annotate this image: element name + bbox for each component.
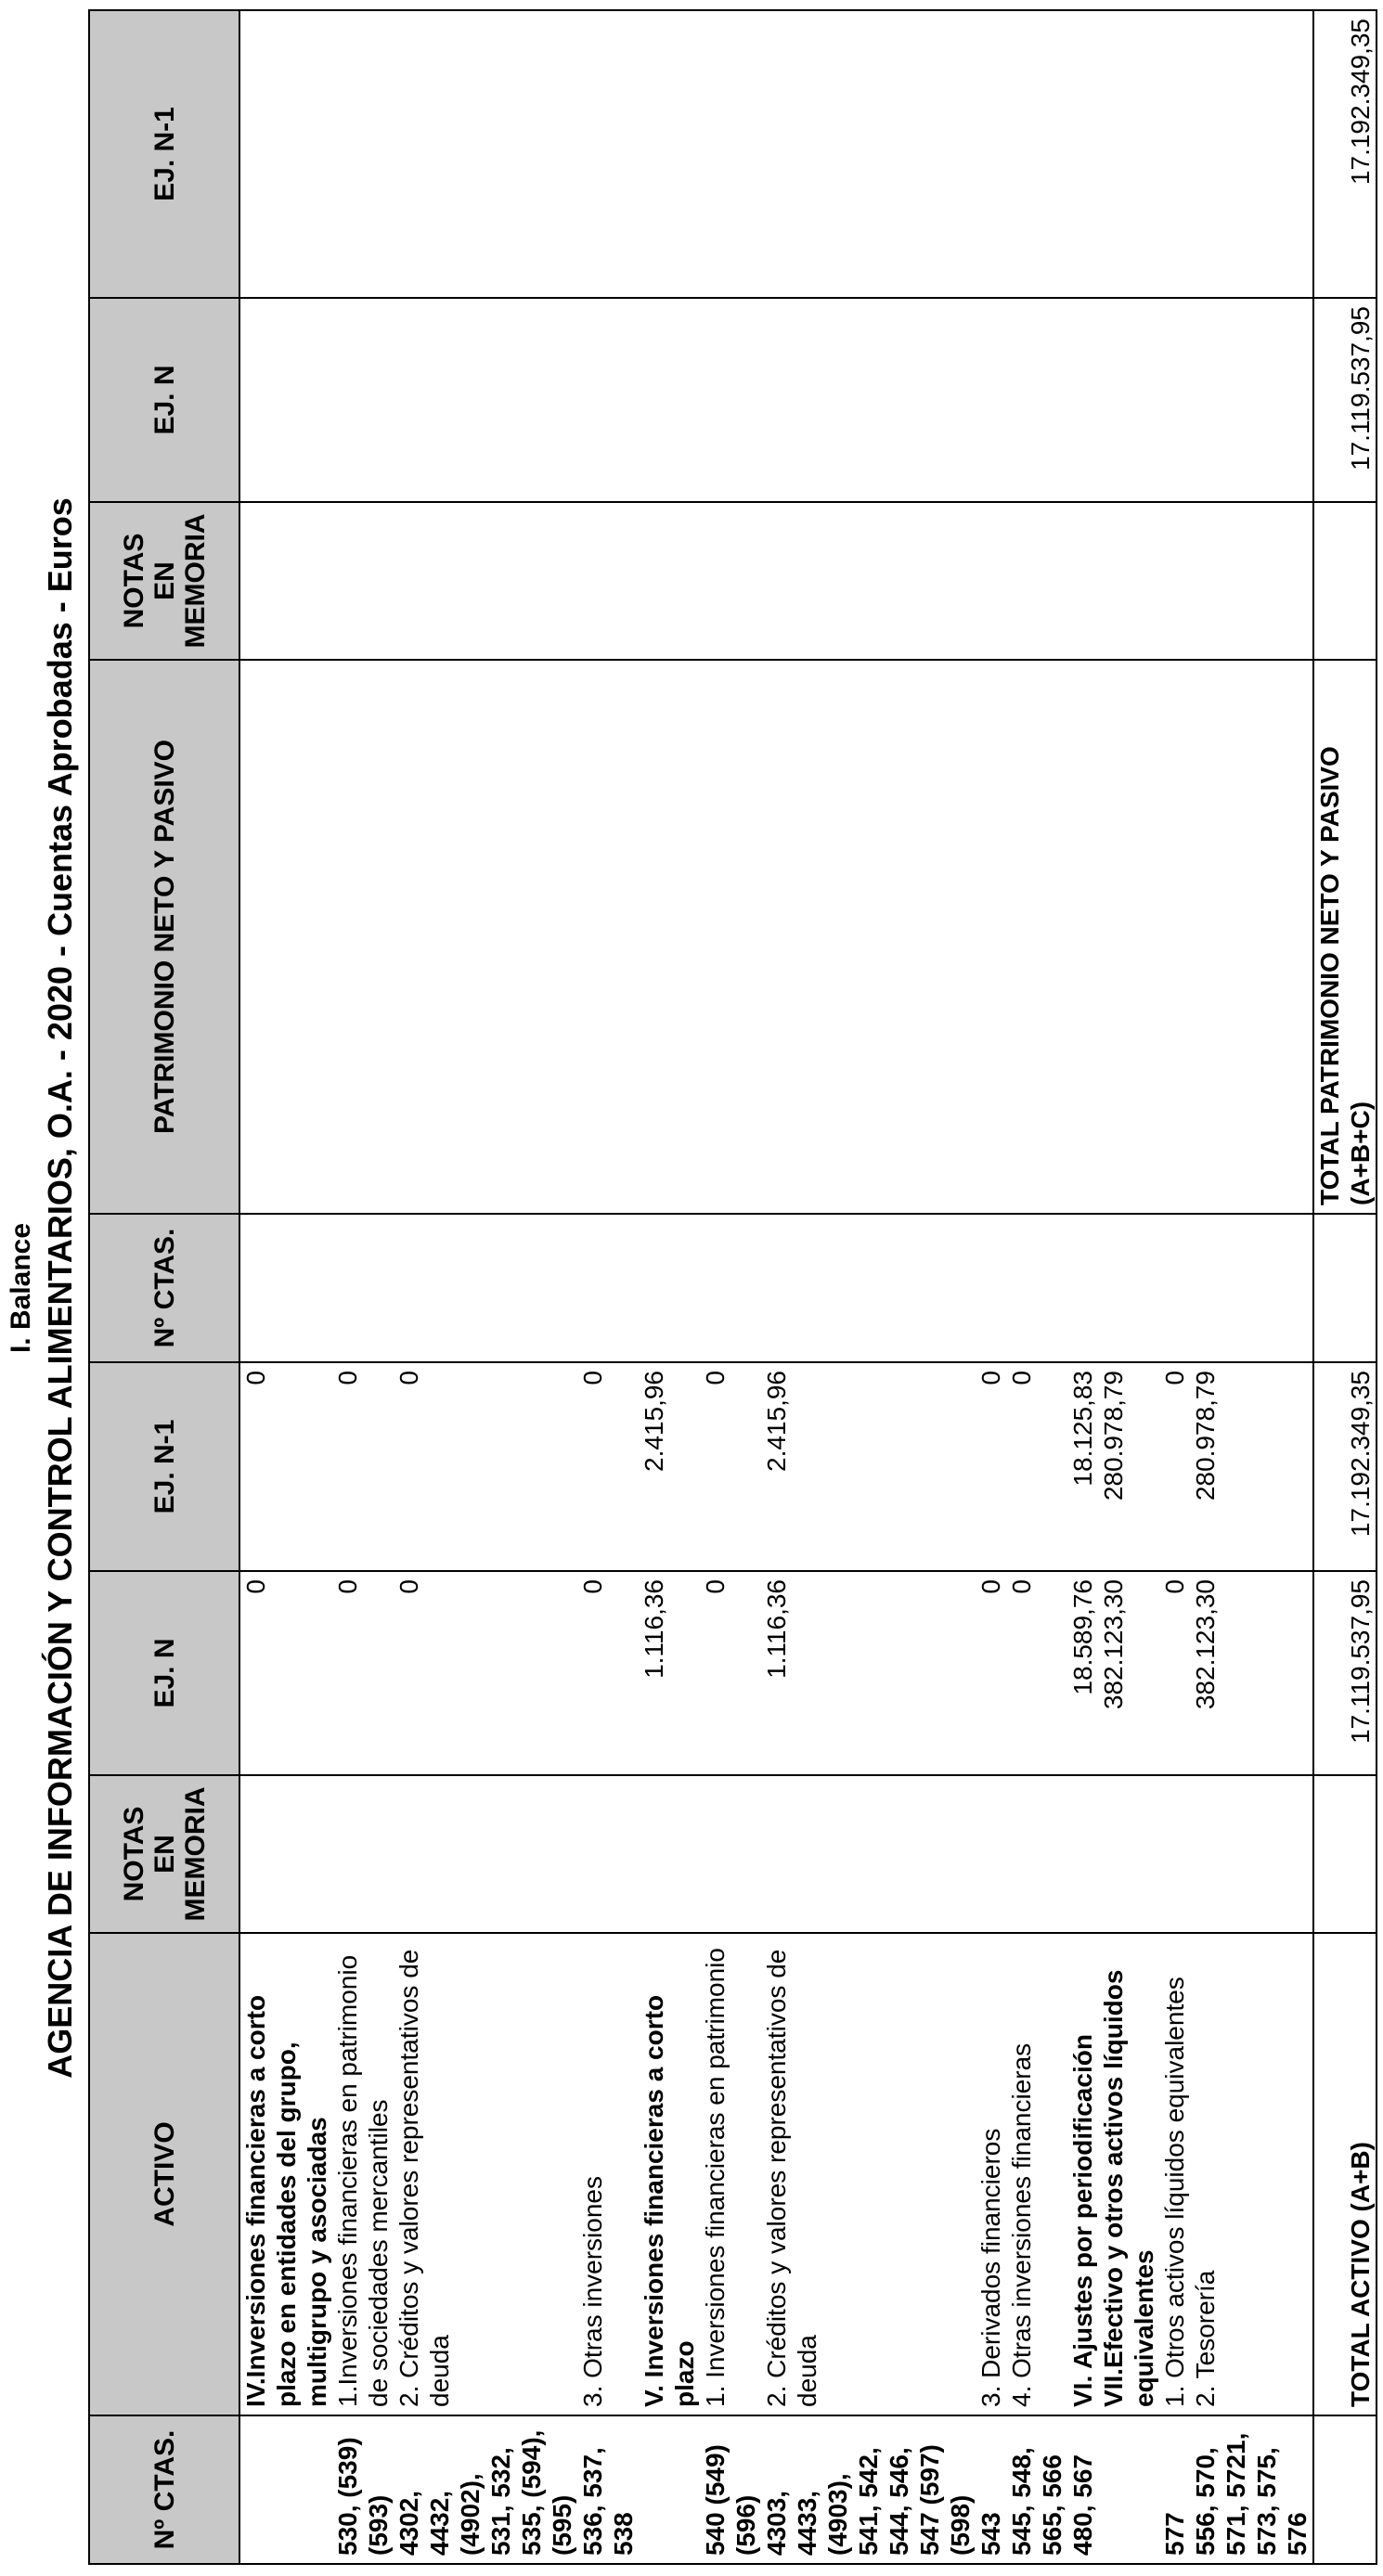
row-ctas-2 — [394, 1214, 577, 1362]
col-notas-2: NOTAS EN MEMORIA — [89, 502, 239, 660]
row-ctas-2 — [332, 1214, 394, 1362]
row-ejn1: 280.978,79 — [1190, 1362, 1312, 1571]
row-label: IV.Inversiones financieras a corto plazo en entidades del grupo, multigrupo y asociadas — [239, 1933, 332, 2415]
balance-table — [88, 9, 1377, 2565]
row-ejn-2 — [577, 298, 639, 502]
row-ejn: 0 — [577, 1571, 639, 1775]
row-pasivo — [332, 660, 394, 1214]
row-ejn-2 — [639, 298, 700, 502]
table-row — [394, 10, 577, 2564]
row-ejn1-2 — [239, 10, 332, 298]
row-notas-2 — [1067, 502, 1098, 660]
row-ctas-2 — [1067, 1214, 1098, 1362]
table-row — [1098, 10, 1159, 2564]
row-notas — [976, 1775, 1006, 1933]
total-pasivo-ejn1: 17.192.349,35 — [1313, 10, 1377, 298]
row-notas-2 — [976, 502, 1006, 660]
row-label: 1. Inversiones financieras en patrimonio — [700, 1933, 761, 2415]
row-ejn1-2 — [1190, 10, 1312, 298]
row-ejn1-2 — [1006, 10, 1067, 298]
row-ctas-2 — [1098, 1214, 1159, 1362]
row-notas-2 — [239, 502, 332, 660]
table-row — [700, 10, 761, 2564]
row-label: V. Inversiones financieras a corto plazo — [639, 1933, 700, 2415]
row-notas — [761, 1775, 976, 1933]
row-ejn1-2 — [700, 10, 761, 298]
row-notas-2 — [332, 502, 394, 660]
row-ejn: 0 — [1006, 1571, 1067, 1775]
row-label: 2. Créditos y valores representativos de deuda — [761, 1933, 976, 2415]
row-ejn: 0 — [332, 1571, 394, 1775]
row-ctas-2 — [577, 1214, 639, 1362]
row-ejn-2 — [1098, 298, 1159, 502]
table-row — [1190, 10, 1312, 2564]
row-ejn: 382.123,30 — [1190, 1571, 1312, 1775]
total-activo-ejn1: 17.192.349,35 — [1313, 1362, 1377, 1571]
table-row — [239, 10, 332, 2564]
row-notas-2 — [1006, 502, 1067, 660]
col-ejn: EJ. N — [89, 1571, 239, 1775]
row-label: 3. Derivados financieros — [976, 1933, 1006, 2415]
row-ejn1: 0 — [1159, 1362, 1190, 1571]
row-ejn1-2 — [577, 10, 639, 298]
row-ejn: 0 — [394, 1571, 577, 1775]
row-ctas: 540 (549) (596) — [700, 2415, 761, 2564]
row-label: VI. Ajustes por periodificación — [1067, 1933, 1098, 2415]
row-notas — [577, 1775, 639, 1933]
row-ejn-2 — [1067, 298, 1098, 502]
row-ejn1-2 — [1067, 10, 1098, 298]
row-ejn-2 — [976, 298, 1006, 502]
row-ctas-2 — [761, 1214, 976, 1362]
row-ejn: 382.123,30 — [1098, 1571, 1159, 1775]
total-pasivo-label: TOTAL PATRIMONIO NETO Y PASIVO (A+B+C) — [1313, 660, 1377, 1214]
row-label: 3. Otras inversiones — [577, 1933, 639, 2415]
row-ejn1: 0 — [577, 1362, 639, 1571]
section-heading: I. Balance — [6, 1222, 36, 1354]
row-pasivo — [394, 660, 577, 1214]
row-ejn1: 18.125,83 — [1067, 1362, 1098, 1571]
row-notas-2 — [1159, 502, 1190, 660]
row-ejn1: 0 — [1006, 1362, 1067, 1571]
row-ejn: 0 — [1159, 1571, 1190, 1775]
row-ctas: 536, 537, 538 — [577, 2415, 639, 2564]
row-ejn1: 0 — [239, 1362, 332, 1571]
row-ctas — [1098, 2415, 1159, 2564]
row-notas — [394, 1775, 577, 1933]
row-notas-2 — [761, 502, 976, 660]
row-notas — [332, 1775, 394, 1933]
row-notas-2 — [394, 502, 577, 660]
row-ctas-2 — [1159, 1214, 1190, 1362]
row-ejn-2 — [1159, 298, 1190, 502]
row-ejn1: 0 — [394, 1362, 577, 1571]
row-notas-2 — [1190, 502, 1312, 660]
header-row — [89, 10, 239, 2564]
row-notas — [239, 1775, 332, 1933]
row-ejn: 0 — [700, 1571, 761, 1775]
row-notas — [1006, 1775, 1067, 1933]
col-ejn-2: EJ. N — [89, 298, 239, 502]
row-ctas-2 — [700, 1214, 761, 1362]
row-pasivo — [1098, 660, 1159, 1214]
row-ctas — [639, 2415, 700, 2564]
row-notas — [1159, 1775, 1190, 1933]
row-ejn1-2 — [394, 10, 577, 298]
row-notas — [639, 1775, 700, 1933]
table-row — [1006, 10, 1067, 2564]
row-ctas: 4302, 4432, (4902), 531, 532, 535, (594), (595) — [394, 2415, 577, 2564]
row-ctas: 577 — [1159, 2415, 1190, 2564]
total-activo-label: TOTAL ACTIVO (A+B) — [1313, 1933, 1377, 2415]
row-notas-2 — [1098, 502, 1159, 660]
row-ctas-2 — [1006, 1214, 1067, 1362]
col-ctas: Nº CTAS. — [89, 2415, 239, 2564]
table-row — [577, 10, 639, 2564]
row-ctas: 545, 548, 565, 566 — [1006, 2415, 1067, 2564]
table-row — [639, 10, 700, 2564]
col-pasivo: PATRIMONIO NETO Y PASIVO — [89, 660, 239, 1214]
row-pasivo — [577, 660, 639, 1214]
row-notas-2 — [639, 502, 700, 660]
row-ejn1-2 — [976, 10, 1006, 298]
table-row — [761, 10, 976, 2564]
row-label: 2. Tesorería — [1190, 1933, 1312, 2415]
row-ctas-2 — [976, 1214, 1006, 1362]
row-pasivo — [976, 660, 1006, 1214]
row-ctas: 543 — [976, 2415, 1006, 2564]
row-notas — [700, 1775, 761, 1933]
table-row — [1159, 10, 1190, 2564]
row-pasivo — [239, 660, 332, 1214]
row-ejn1: 0 — [332, 1362, 394, 1571]
row-ejn-2 — [761, 298, 976, 502]
row-pasivo — [1067, 660, 1098, 1214]
total-pasivo-ejn: 17.119.537,95 — [1313, 298, 1377, 502]
row-ejn: 1.116,36 — [761, 1571, 976, 1775]
col-ejn1: EJ. N-1 — [89, 1362, 239, 1571]
row-ctas: 530, (539) (593) — [332, 2415, 394, 2564]
row-ejn1: 0 — [976, 1362, 1006, 1571]
row-notas-2 — [700, 502, 761, 660]
row-ejn-2 — [394, 298, 577, 502]
row-ctas-2 — [1190, 1214, 1312, 1362]
row-notas — [1098, 1775, 1159, 1933]
total-activo-ejn: 17.119.537,95 — [1313, 1571, 1377, 1775]
row-ejn-2 — [700, 298, 761, 502]
row-ejn: 0 — [239, 1571, 332, 1775]
row-pasivo — [1190, 660, 1312, 1214]
row-ejn-2 — [332, 298, 394, 502]
row-notas-2 — [577, 502, 639, 660]
row-label: 1. Otros activos líquidos equivalentes — [1159, 1933, 1190, 2415]
row-ctas — [239, 2415, 332, 2564]
table-row — [1067, 10, 1098, 2564]
row-pasivo — [1159, 660, 1190, 1214]
col-ejn1-2: EJ. N-1 — [89, 10, 239, 298]
row-ctas-2 — [639, 1214, 700, 1362]
row-ejn: 1.116,36 — [639, 1571, 700, 1775]
total-row — [1313, 10, 1377, 2564]
row-ejn1: 2.415,96 — [761, 1362, 976, 1571]
col-notas: NOTAS EN MEMORIA — [89, 1775, 239, 1933]
page-title: AGENCIA DE INFORMACIÓN Y CONTROL ALIMENTARIOS, O.A. - 2020 - Cuentas Aprobadas - Euros — [41, 497, 79, 2079]
row-ejn1-2 — [639, 10, 700, 298]
row-label: VII.Efectivo y otros activos líquidos equivalentes — [1098, 1933, 1159, 2415]
table-row — [976, 10, 1006, 2564]
col-activo: ACTIVO — [89, 1933, 239, 2415]
row-ejn1-2 — [1159, 10, 1190, 298]
row-ejn1-2 — [332, 10, 394, 298]
row-ejn1-2 — [1098, 10, 1159, 298]
row-pasivo — [761, 660, 976, 1214]
row-notas — [1067, 1775, 1098, 1933]
row-ejn-2 — [1190, 298, 1312, 502]
row-ctas: 480, 567 — [1067, 2415, 1098, 2564]
row-ctas: 556, 570, 571, 5721, 573, 575, 576 — [1190, 2415, 1312, 2564]
row-label: 4. Otras inversiones financieras — [1006, 1933, 1067, 2415]
row-ejn-2 — [1006, 298, 1067, 502]
row-ejn1-2 — [761, 10, 976, 298]
col-ctas-2: Nº CTAS. — [89, 1214, 239, 1362]
row-label: 1.Inversiones financieras en patrimonio de sociedades mercantiles — [332, 1933, 394, 2415]
row-ejn1: 2.415,96 — [639, 1362, 700, 1571]
row-ejn: 0 — [976, 1571, 1006, 1775]
row-ejn: 18.589,76 — [1067, 1571, 1098, 1775]
row-ejn1: 0 — [700, 1362, 761, 1571]
row-label: 2. Créditos y valores representativos de deuda — [394, 1933, 577, 2415]
row-pasivo — [1006, 660, 1067, 1214]
row-pasivo — [700, 660, 761, 1214]
table-row — [332, 10, 394, 2564]
row-ejn-2 — [239, 298, 332, 502]
row-pasivo — [639, 660, 700, 1214]
row-ejn1: 280.978,79 — [1098, 1362, 1159, 1571]
row-ctas: 4303, 4433, (4903), 541, 542, 544, 546, 547 (597) (598) — [761, 2415, 976, 2564]
row-notas — [1190, 1775, 1312, 1933]
row-ctas-2 — [239, 1214, 332, 1362]
